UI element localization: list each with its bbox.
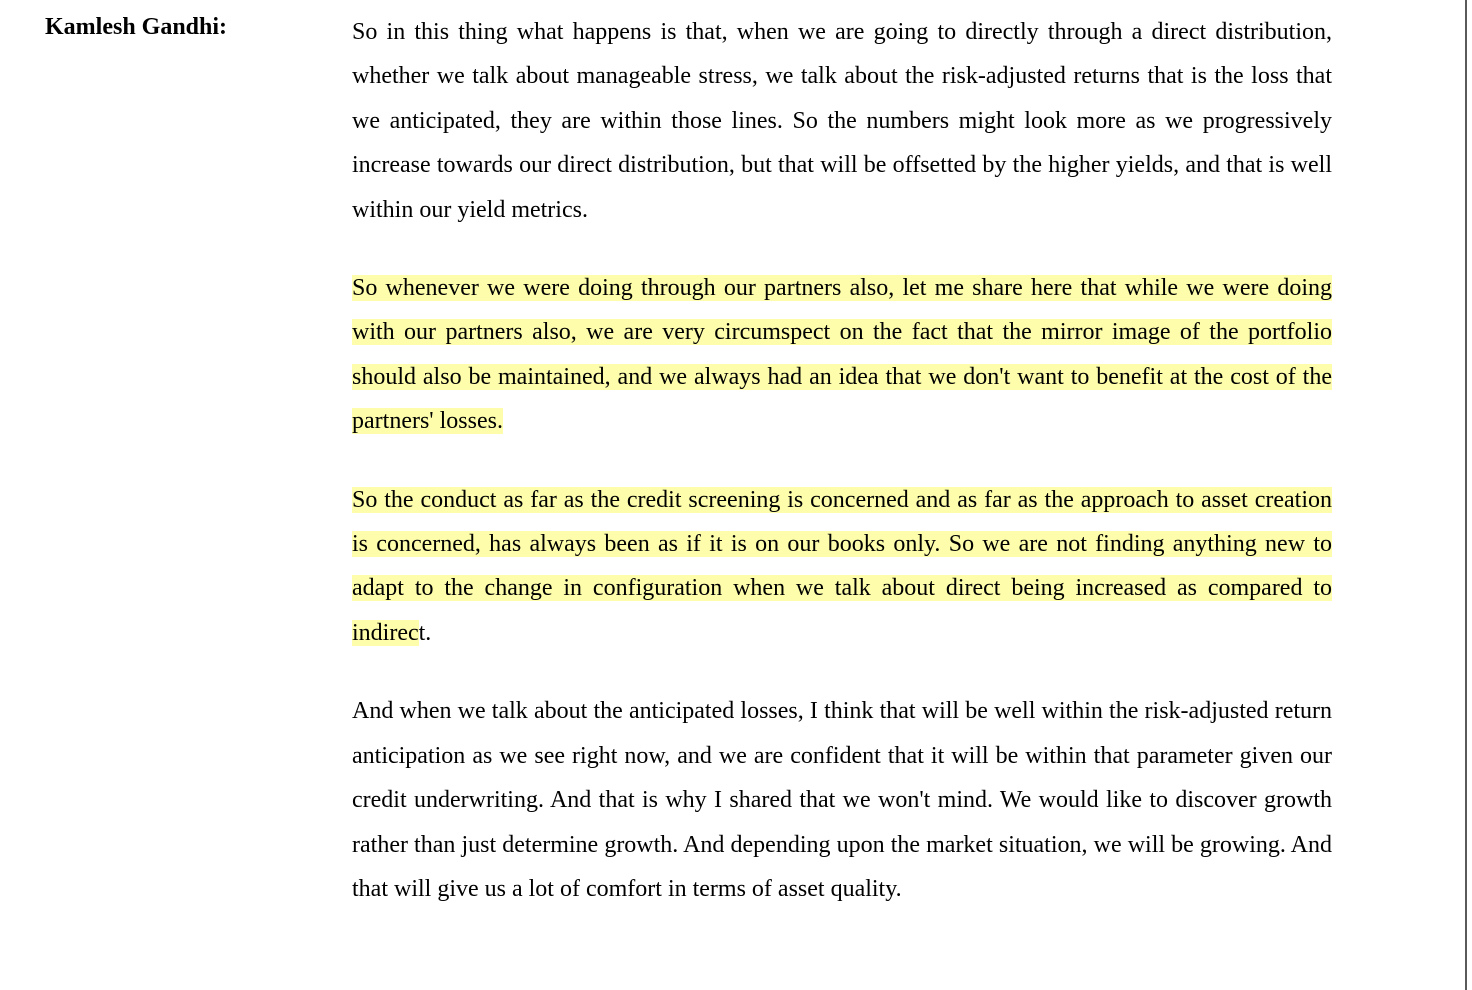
transcript-body (352, 10, 1332, 945)
paragraph-4-text: And when we talk about the anticipated losses, I think that will be well within the risk-adjusted return anticipation as we see right now, and we are confident that it will be within that parameter given our credit underwriting. And that is why I shared that we won't mind. We would like to discover growth rather than just determine growth. And depending upon the market situation, we will be growing. And that will give us a lot of comfort in terms of asset quality. (352, 698, 1332, 902)
paragraph-1 (352, 10, 1332, 232)
paragraph-2-highlighted-text: So whenever we were doing through our partners also, let me share here that while we were doing with our partners also, we are very circumspect on the fact that the mirror image of the portfolio should also be maintained, and we always had an idea that we don't want to benefit at the cost of the partners' losses. (352, 275, 1332, 435)
speaker-name: Kamlesh Gandhi: (45, 14, 228, 40)
paragraph-3-highlighted-text: So the conduct as far as the credit screening is concerned and as far as the approach to asset creation is concerned, has always been as if it is on our books only. So we are not finding anything new to adapt to the change in configuration when we talk about direct being increased as compared to indirec (352, 486, 1332, 646)
paragraph-1-text: So in this thing what happens is that, when we are going to directly through a direct distribution, whether we talk about manageable stress, we talk about the risk-adjusted returns that is the loss that we anticipated, they are within those lines. So the numbers might look more as we progressively increase towards our direct distribution, but that will be offsetted by the higher yields, and that is well within our yield metrics. (352, 19, 1332, 223)
paragraph-3-trailing-text: t. (418, 619, 432, 646)
paragraph-3 (352, 478, 1332, 656)
paragraph-4 (352, 689, 1332, 911)
page-edge-divider (1465, 0, 1467, 990)
paragraph-2 (352, 266, 1332, 444)
